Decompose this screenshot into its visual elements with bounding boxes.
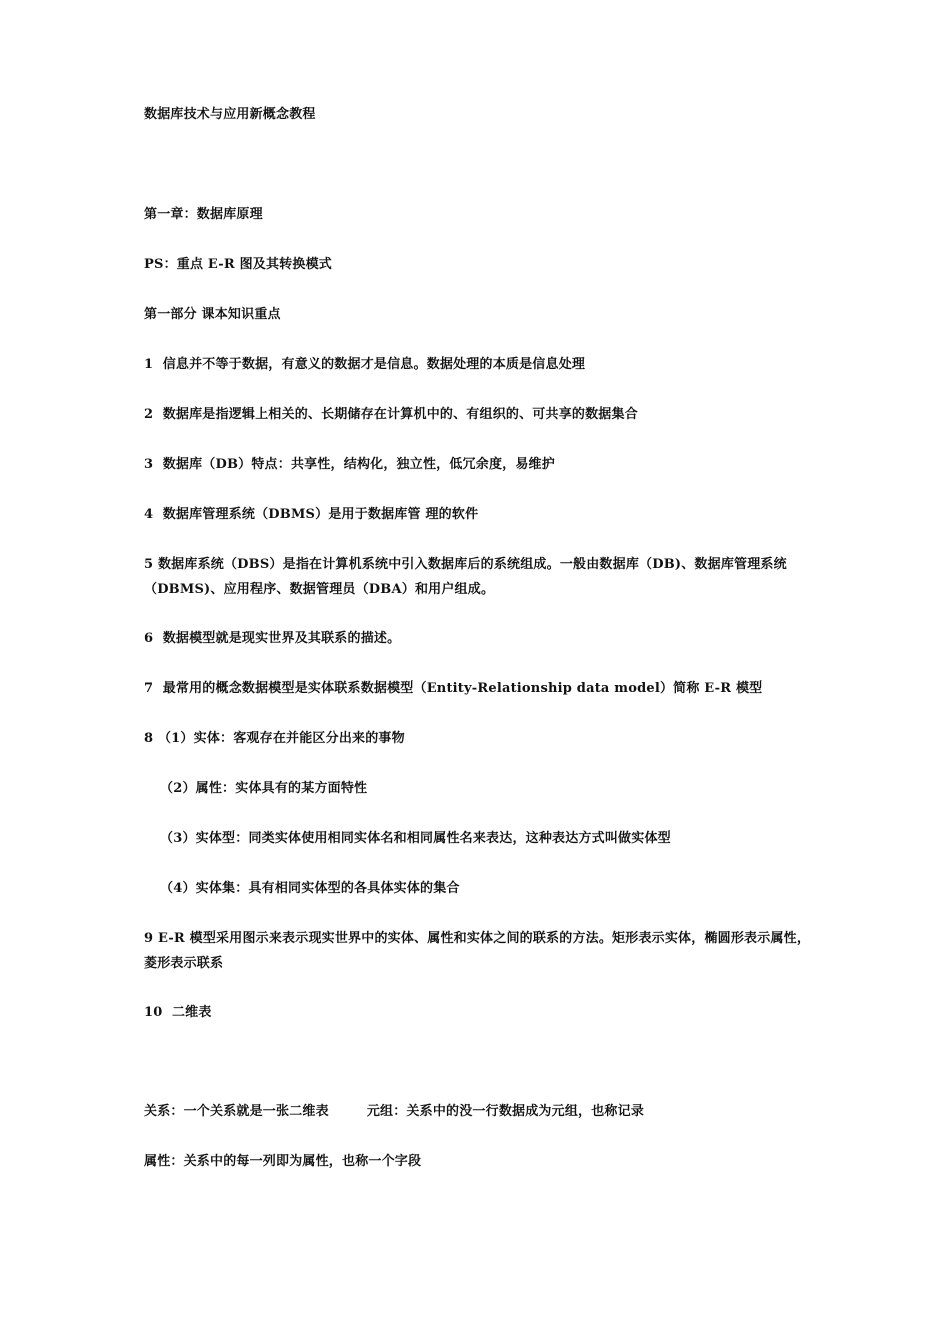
point-6: 6 数据模型就是现实世界及其联系的描述。 xyxy=(144,631,401,646)
point-7: 7 最常用的概念数据模型是实体联系数据模型（Entity-Relationship data model）简称 E-R 模型 xyxy=(144,681,763,696)
point-8-3: （3）实体型：同类实体使用相同实体名和相同属性名来表达，这种表达方式叫做实体型 xyxy=(160,831,671,846)
point-3: 3 数据库（DB）特点：共享性，结构化，独立性，低冗余度，易维护 xyxy=(144,457,555,472)
chapter-heading: 第一章：数据库原理 xyxy=(144,207,263,222)
document-title: 数据库技术与应用新概念教程 xyxy=(144,107,316,122)
ps-note: PS：重点 E-R 图及其转换模式 xyxy=(144,257,332,272)
point-10: 10 二维表 xyxy=(144,1005,212,1020)
point-8-1: 8 （1）实体：客观存在并能区分出来的事物 xyxy=(144,731,405,746)
definitions-row xyxy=(144,1099,814,1124)
section-heading: 第一部分 课本知识重点 xyxy=(144,307,281,322)
point-4: 4 数据库管理系统（DBMS）是用于数据库管 理的软件 xyxy=(144,507,479,522)
definition-attribute: 属性：关系中的每一列即为属性，也称一个字段 xyxy=(144,1154,422,1169)
definition-tuple: 元组：关系中的没一行数据成为元组，也称记录 xyxy=(366,1104,645,1119)
point-9: 9 E-R 模型采用图示来表示现实世界中的实体、属性和实体之间的联系的方法。矩形表示实体，椭圆形表示属性，菱形表示联系 xyxy=(144,931,811,971)
point-1: 1 信息并不等于数据，有意义的数据才是信息。数据处理的本质是信息处理 xyxy=(144,357,586,372)
definition-relation: 关系：一个关系就是一张二维表 xyxy=(144,1104,329,1119)
point-5: 5 数据库系统（DBS）是指在计算机系统中引入数据库后的系统组成。一般由数据库（DB)、数据库管理系统（DBMS)、应用程序、数据管理员（DBA）和用户组成。 xyxy=(144,557,787,597)
point-2: 2 数据库是指逻辑上相关的、长期储存在计算机中的、有组织的、可共享的数据集合 xyxy=(144,407,638,422)
point-8-2: （2）属性：实体具有的某方面特性 xyxy=(160,781,368,796)
point-8-4: （4）实体集：具有相同实体型的各具体实体的集合 xyxy=(160,881,460,896)
